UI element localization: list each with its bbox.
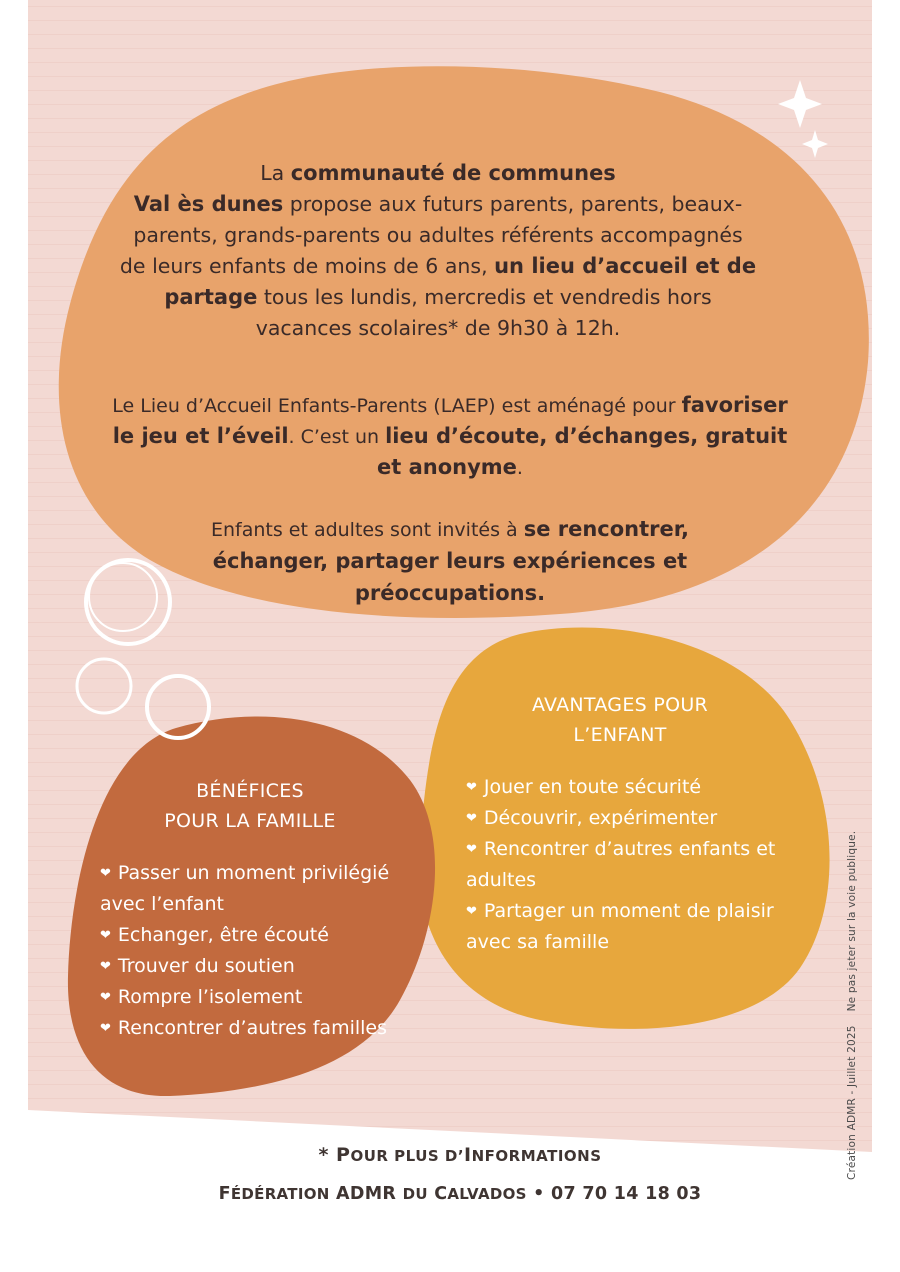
heart-icon: ❤ (100, 866, 111, 881)
list-item: ❤ Echanger, être écouté (100, 920, 400, 951)
phone-number: • 07 70 14 18 03 (526, 1184, 702, 1204)
list-item: ❤ Rencontrer d’autres familles (100, 1013, 400, 1044)
heart-icon: ❤ (100, 959, 111, 974)
heart-icon: ❤ (466, 842, 477, 857)
intro-paragraph (118, 158, 758, 344)
list-item: ❤ Jouer en toute sécurité (466, 772, 786, 803)
intro-text-3: tous les lundis, mercredis et vendredis hors vacances scolaires* de 9h30 à 12h. (255, 285, 712, 340)
list-item: ❤ Passer un moment privilégié avec l’enfant (100, 858, 400, 920)
list-item: ❤ Découvrir, expérimenter (466, 803, 786, 834)
heart-icon: ❤ (100, 1021, 111, 1036)
child-title-line-2: L’ENFANT (573, 724, 667, 746)
laep-text-3: . (516, 457, 523, 479)
list-item: ❤ Rompre l’isolement (100, 982, 400, 1013)
contact-line: FÉDÉRATION ADMR DU CALVADOS • 07 70 14 18 03 (218, 1184, 702, 1204)
invite-paragraph (150, 514, 750, 610)
list-item: ❤ Partager un moment de plaisir avec sa famille (466, 896, 786, 958)
heart-icon: ❤ (100, 990, 111, 1005)
heart-icon: ❤ (466, 811, 477, 826)
intro-text-1: La (260, 161, 291, 185)
heart-icon: ❤ (466, 904, 477, 919)
laep-text-1: Le Lieu d’Accueil Enfants-Parents (LAEP) est aménagé pour (112, 395, 682, 417)
intro-bold-1: communauté de communes (290, 161, 616, 185)
invite-bold-1: se rencontrer, échanger, partager leurs expériences et préoccupations. (212, 517, 690, 605)
intro-bold-3: un lieu d’accueil et de partage (164, 254, 757, 309)
laep-text-2: . C’est un (288, 426, 386, 448)
heart-icon: ❤ (466, 780, 477, 795)
invite-text-1: Enfants et adultes sont invités à (210, 519, 524, 541)
intro-text-2: propose aux futurs parents, parents, beaux-parents, grands-parents ou adultes référents accompagnés de leurs enfants de moins de 6 ans, (119, 192, 743, 278)
list-item: ❤ Trouver du soutien (100, 951, 400, 982)
family-title-line-2: POUR LA FAMILLE (164, 810, 336, 832)
laep-bold-2: lieu d’écoute, d’échanges, gratuit et anonyme (377, 424, 788, 479)
child-benefits-title (470, 690, 770, 750)
heart-icon: ❤ (100, 928, 111, 943)
family-title-line-1: BÉNÉFICES (196, 780, 304, 802)
child-title-line-1: AVANTAGES POUR (531, 694, 709, 716)
family-benefits-list (100, 858, 400, 1044)
notice-text: Ne pas jeter sur la voie publique. (846, 830, 858, 1012)
intro-bold-2: Val ès dunes (133, 192, 284, 216)
child-benefits-list (466, 772, 786, 958)
laep-bold-1: favoriser le jeu et l’éveil (112, 393, 788, 448)
family-benefits-title (90, 776, 410, 836)
credit-text: Création ADMR - Juillet 2025 (846, 1025, 858, 1180)
more-info-heading: * POUR PLUS D’INFORMATIONS (318, 1144, 602, 1166)
laep-paragraph (110, 390, 790, 483)
side-credit (846, 831, 858, 1180)
list-item: ❤ Rencontrer d’autres enfants et adultes (466, 834, 786, 896)
